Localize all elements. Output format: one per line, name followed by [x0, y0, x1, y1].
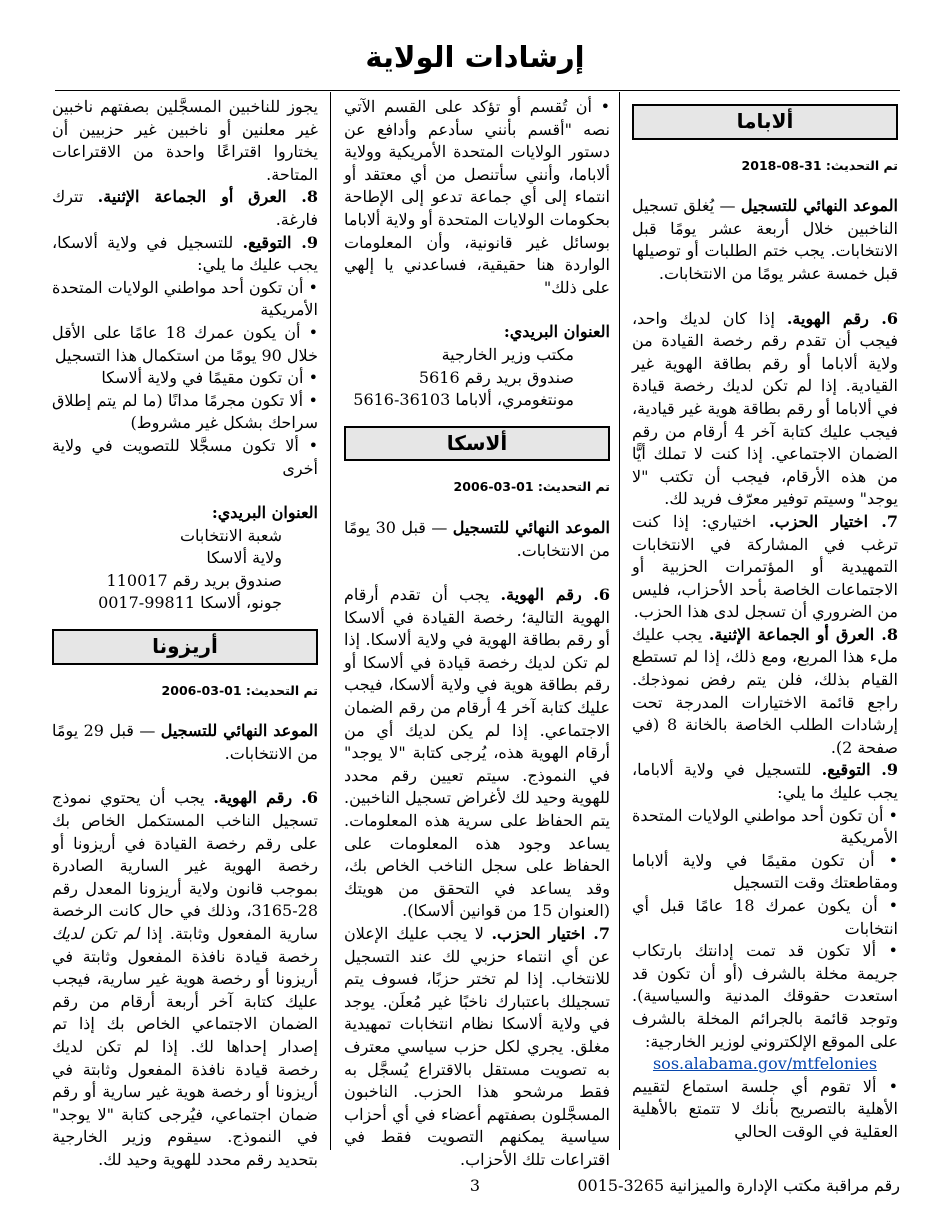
address-line: صندوق بريد رقم 5616 [418, 367, 574, 387]
race-instructions: 8. العرق أو الجماعة الإثنية. تترك فارغة. [52, 187, 318, 229]
list-item: • ألا تكون مسجَّلا للتصويت في ولاية أخرى [52, 435, 318, 478]
registration-deadline: الموعد النهائي للتسجيل — قبل 29 يومًا من الانتخابات. [52, 721, 318, 763]
address-line: مونتغومري، ألاباما 36103-5616 [353, 390, 574, 410]
list-item: • ألا تكون قد تمت إدانتك بارتكاب جريمة مخلة بالشرف (أو أن تكون قد استعدت حقوقك المدنية والسياسية). وتوجد قائمة بالجرائم المخلة بالشرف على الموقع الإلكتروني لوزير الخارجية: [632, 941, 898, 1051]
list-item: • أن تكون أحد مواطني الولايات المتحدة الأمريكية [632, 805, 898, 848]
registration-deadline: الموعد النهائي للتسجيل — يُغلق تسجيل الناخبين خلال أربعة عشر يومًا قبل الانتخابات. يجب ختم الطلبات أو توصيلها قبل خمسة عشر يومًا من الانتخابات. [632, 196, 899, 283]
list-item: • أن يكون عمرك 18 عامًا قبل أي انتخابات [632, 896, 899, 938]
race-instructions: 8. العرق أو الجماعة الإثنية. يجب عليك ملء هذا المربع، ومع ذلك، إذا لم تستطع القيام بذلك، فلن يتم رفض نموذجك. راجع قائمة الاختيارات المدرجة تحت إرشادات الطلب الخاصة بالخانة 8 (في صفحة 2). [632, 624, 898, 757]
list-item: • ألا تقوم أي جلسة استماع لتقييم الأهلية بالتصريح بأنك لا تتمتع بالأهلية العقلية في الوقت الحالي [632, 1076, 898, 1141]
party-choice-instructions: 7. اختيار الحزب. لا يجب عليك الإعلان عن أي انتماء حزبي لك عند التسجيل للانتخاب. إذا لم تختر حزبًا، فسوف يتم تسجيلك باعتبارك ناخبًا غير مُعلَن. يوجد في ولاية ألاسكا نظام انتخابات تمهيدية مغلق. يجري لكل حزب سياسي معترف به تصويت مستقل بالاقتراع يُسجَّل به فقط مرشحو هذا الحزب. الناخبون المسجَّلون بصفتهم أعضاء في أي أحزاب سياسية يمكنهم التصويت فقط في اقتراعات تلك الأحزاب. [344, 924, 610, 1169]
signature-instructions: 9. التوقيع. للتسجيل في ولاية ألاسكا، يجب عليك ما يلي: [52, 232, 318, 275]
mailing-address-label: العنوان البريدي: [503, 322, 610, 342]
list-item: • أن تكون أحد مواطني الولايات المتحدة الأمريكية [52, 277, 318, 320]
section-heading-alabama: ألاباما [632, 104, 898, 140]
list-item: • ألا تكون مجرمًا مدانًا (ما لم يتم إطلاق سراحك بشكل غير مشروط) [52, 390, 318, 433]
id-number-instructions: 6. رقم الهوية. يجب أن يحتوي نموذج تسجيل الناخب المستكمل الخاص بك على رقم رخصة القيادة في أريزونا أو رخصة الهوية غير السارية الصادرة بموجب قانون ولاية أريزونا المعدل رقم 28-3165، وذلك في حال كانت الرخصة سارية المفعول وثابتة. إذا لم تكن لديك رخصة قيادة نافذة المفعول وثابتة في أريزونا أو رخصة هوية غير سارية، فيجب عليك كتابة آخر أربعة أرقام من رقم الضمان الاجتماعي الخاص بك إذا تم إصدار إحداها لك. إذا لم تكن لديك رخصة قيادة نافذة المفعول وثابتة في أريزونا أو رخصة هوية غير سارية أو رقم ضمان اجتماعي، فيُرجى كتابة "لا يوجد" في النموذج. سيقوم وزير الخارجية بتحديد رقم محدد للهوية وحيد لك. [52, 788, 319, 1169]
omb-control-number: رقم مراقبة مكتب الإدارة والميزانية 3265-0015 [577, 1176, 900, 1195]
address-line: شعبة الانتخابات [179, 525, 282, 545]
id-number-instructions: 6. رقم الهوية. إذا كان لديك واحد، فيجب أن تقدم رقم رخصة القيادة من ولاية ألاباما أو رقم بطاقة الهوية غير القيادية. إذا لم تكن لديك رخصة قيادة في ألاباما أو رقم بطاقة هوية غير قيادية، فيجب عليك كتابة آخر 4 أرقام من رقم الضمان الاجتماعي. إذا كنت لا تملك أيًّا من هذه الأرقام، فيجب أن تكتب "لا يوجد" وسيتم توفير معرّف فريد لك. [632, 308, 899, 509]
felonies-link[interactable]: sos.alabama.gov/mtfelonies [652, 1054, 878, 1074]
nonpartisan-note: يجوز للناخبين المسجَّلين بصفتهم ناخبين غير معلنين أو ناخبين غير حزبيين أن يختاروا اقتراعًا واحدة من الاقتراعات المتاحة. [52, 97, 318, 184]
updated-date: تم التحديث: 01-03-2006 [161, 682, 318, 698]
party-choice-instructions: 7. اختيار الحزب. اختياري: إذا كنت ترغب في المشاركة في الانتخابات التمهيدية أو المؤتمرات الحزبية أو الاجتماعات الخاصة بأحد الأحزاب، فليس من الضروري أن تسجل لدى هذا الحزب. [632, 511, 899, 622]
oath-item: • أن تُقسم أو تؤكد على القسم الآتي نصه "أقسم بأنني سأدعم وأدافع عن دستور الولايات المتحدة الأمريكية وولاية ألاباما، وأنني سأتنصل من أي معتقد أو انتماء إلى أي جماعة تدعو إلى الإطاحة بحكومات الولايات المتحدة أو ولاية ألاباما بوسائل غير قانونية، وأن المعلومات الواردة هنا حقيقية، فساعدني يا إلهي على ذلك" [344, 97, 610, 297]
column-divider-left [330, 92, 331, 1150]
address-line: مكتب وزير الخارجية [441, 344, 574, 364]
registration-deadline: الموعد النهائي للتسجيل — قبل 30 يومًا من الانتخابات. [344, 517, 610, 560]
signature-instructions: 9. التوقيع. للتسجيل في ولاية ألاباما، يجب عليك ما يلي: [632, 760, 898, 803]
title-divider [55, 90, 900, 91]
id-number-instructions: 6. رقم الهوية. يجب أن تقدم أرقام الهوية التالية؛ رخصة القيادة في ألاسكا أو رقم بطاقة الهوية في ولاية ألاسكا. إذا لم تكن لديك رخصة قيادة في ألاسكا أو رقم بطاقة هوية في ولاية ألاسكا، فيجب عليك كتابة آخر 4 أرقام من رقم الضمان الاجتماعي. إذا لم يكن لديك أي من أرقام الهوية هذه، يُرجى كتابة "لا يوجد" في النموذج. سيتم تعيين رقم محدد للهوية وحيد لك لأغراض تسجيل الناخبين. يتم الحفاظ على سرية هذه المعلومات. يساعد وجود هذه المعلومات على الحفاظ على سجل الناخب الخاص بك، وقد يساعد في التحقق من هويتك (العنوان 15 من قوانين ألاسكا). [344, 585, 611, 921]
column-alaska [344, 96, 610, 1172]
address-line: ولاية ألاسكا [206, 548, 282, 568]
updated-date: تم التحديث: 01-03-2006 [453, 479, 610, 495]
section-heading-alaska: ألاسكا [344, 426, 610, 462]
address-line: صندوق بريد رقم 110017 [106, 570, 282, 590]
page-number: 3 [469, 1176, 481, 1195]
column-divider-right [619, 92, 620, 1150]
page-title: إرشادات الولاية [365, 40, 585, 74]
column-arizona [52, 96, 318, 1172]
mailing-address-label: العنوان البريدي: [211, 503, 318, 523]
updated-date: تم التحديث: 31-08-2018 [741, 157, 898, 173]
list-item: • أن تكون مقيمًا في ولاية ألاسكا [101, 368, 318, 388]
list-item: • أن تكون مقيمًا في ولاية ألاباما ومقاطعتك وقت التسجيل [632, 850, 898, 893]
list-item: • أن يكون عمرك 18 عامًا على الأقل خلال 90 يومًا من استكمال هذا التسجيل [52, 322, 319, 365]
column-alabama [632, 96, 898, 1144]
section-heading-arizona: أريزونا [52, 629, 318, 665]
address-line: جونو، ألاسكا 99811-0017 [98, 593, 282, 613]
